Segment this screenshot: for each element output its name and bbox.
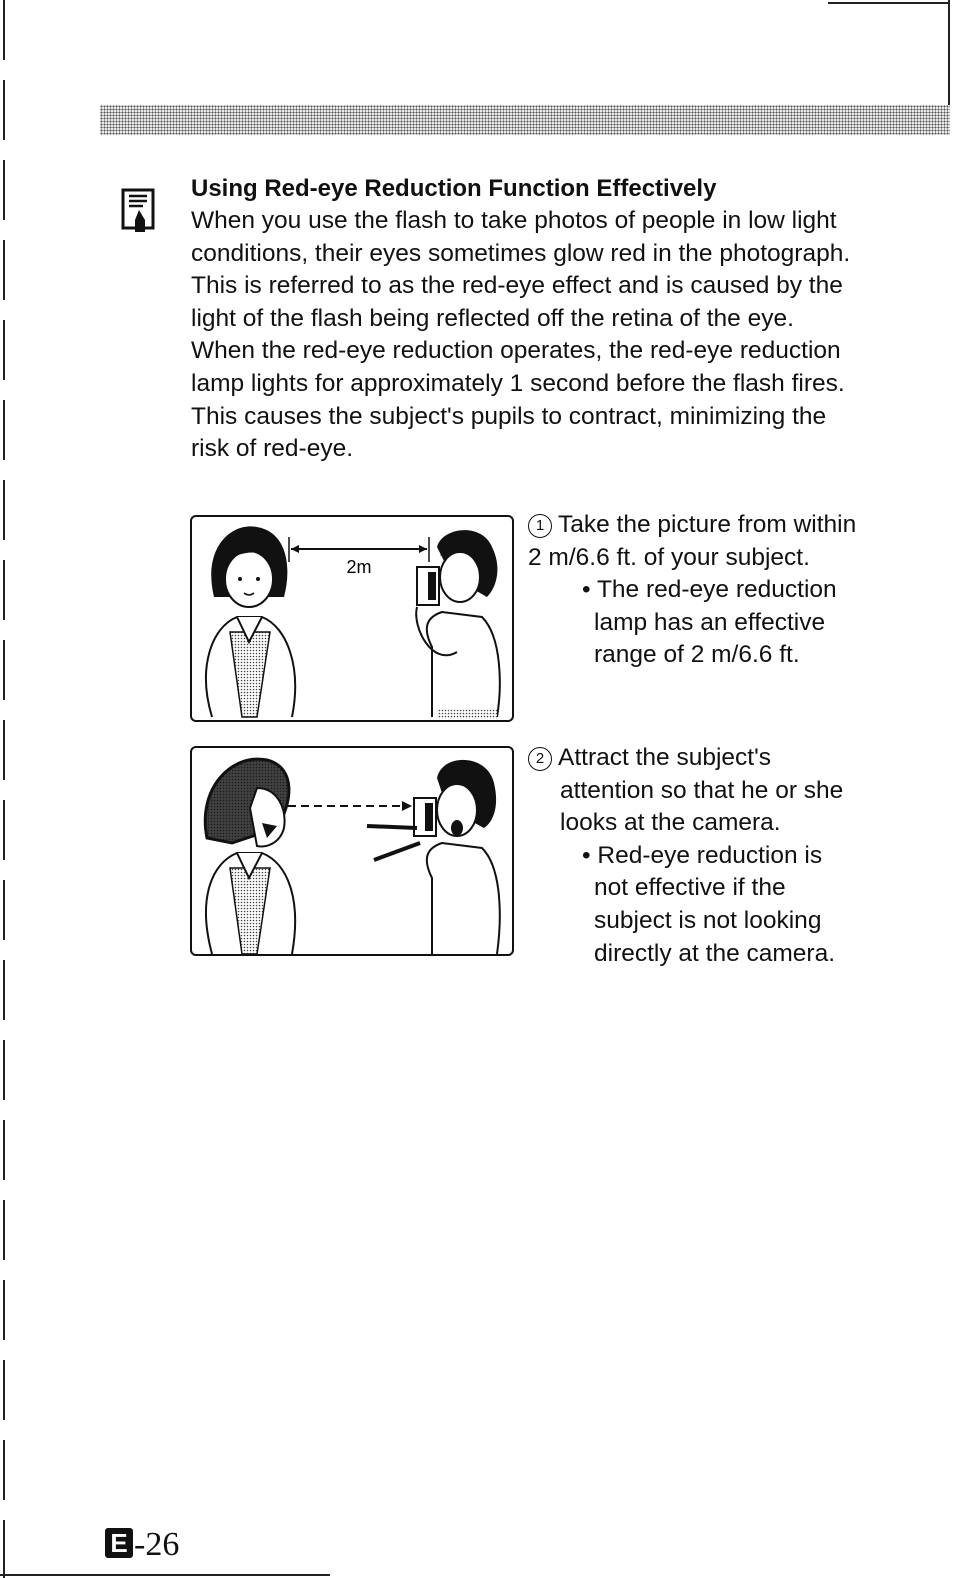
memo-icon bbox=[121, 186, 157, 232]
step-1 bbox=[528, 509, 858, 672]
note-text: Red-eye reduction is not effective if the subject is not looking directly at the camera. bbox=[594, 841, 836, 967]
page-number-text: -26 bbox=[134, 1526, 180, 1563]
scan-edge-top bbox=[828, 2, 948, 4]
body-text bbox=[191, 205, 891, 466]
step-note: • Red-eye reduction is not effective if the subject is not looking directly at the camera. bbox=[582, 841, 836, 967]
paragraph: When the red-eye reduction operates, the red-eye reduction lamp lights for approximately 1 second before the flash fires. This causes the subject's pupils to contract, minimizing the risk of red-eye. bbox=[191, 337, 845, 463]
step-text: Take the picture from within 2 m/6.6 ft. of your subject. bbox=[528, 511, 857, 571]
page-number bbox=[105, 1525, 179, 1565]
note-text: The red-eye reduction lamp has an effective range of 2 m/6.6 ft. bbox=[594, 576, 837, 669]
header-band bbox=[100, 105, 950, 135]
step-number: 2 bbox=[528, 747, 552, 771]
section-letter: E bbox=[105, 1528, 133, 1558]
paragraph: When you use the flash to take photos of people in low light conditions, their eyes sometimes glow red in the photograph. This is referred to as the red-eye effect and is caused by the light of the flash being reflected off the retina of the eye. bbox=[191, 207, 851, 332]
step-text: Attract the subject's attention so that he or she looks at the camera. bbox=[558, 744, 844, 837]
distance-label: 2m bbox=[346, 557, 372, 577]
section-heading: Using Red-eye Reduction Function Effectively bbox=[191, 175, 717, 202]
step-note: • The red-eye reduction lamp has an effective range of 2 m/6.6 ft. bbox=[582, 576, 837, 669]
scan-edge-bottom bbox=[0, 1574, 330, 1576]
illustration-distance bbox=[190, 515, 514, 722]
step-2 bbox=[528, 742, 858, 970]
illustration-attention bbox=[190, 746, 514, 956]
scan-edge-left bbox=[3, 0, 5, 1578]
step-number: 1 bbox=[528, 514, 552, 538]
